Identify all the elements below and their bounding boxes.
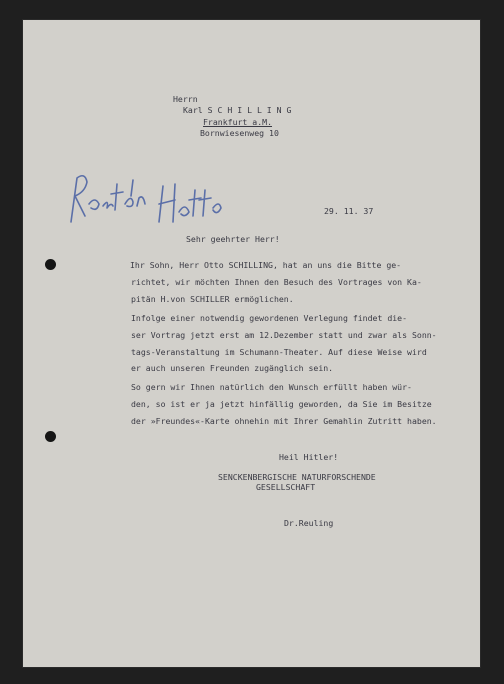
address-name: Karl S C H I L L I N G bbox=[183, 105, 292, 115]
body-line: tags-Veranstaltung im Schumann-Theater. Auf diese Weise wird bbox=[131, 347, 427, 357]
signatory: Dr.Reuling bbox=[284, 518, 334, 528]
body-line: Ihr Sohn, Herr Otto SCHILLING, hat an uns die Bitte ge- bbox=[130, 260, 402, 270]
body-line: richtet, wir möchten Ihnen den Besuch des Vortrages von Ka- bbox=[131, 277, 422, 287]
address-title: Herrn bbox=[173, 94, 198, 104]
body-line: der »Freundes«-Karte ohnehin mit Ihrer Gemahlin Zutritt haben. bbox=[131, 416, 437, 426]
closing: Heil Hitler! bbox=[279, 452, 339, 462]
body-line: er auch unseren Freunden zugänglich sein. bbox=[131, 363, 334, 373]
body-line: den, so ist er ja jetzt hinfällig geworden, da Sie im Besitze bbox=[131, 399, 432, 409]
body-line: ser Vortrag jetzt erst am 12.Dezember statt und zwar als Sonn- bbox=[131, 330, 437, 340]
body-line: pitän H.von SCHILLER ermöglichen. bbox=[131, 294, 294, 304]
body-line: Infolge einer notwendig gewordenen Verlegung findet die- bbox=[131, 313, 408, 323]
organization-name-2: GESELLSCHAFT bbox=[256, 482, 316, 492]
organization-name: SENCKENBERGISCHE NATURFORSCHENDE bbox=[218, 472, 376, 482]
handwritten-annotation bbox=[63, 160, 223, 240]
address-street: Bornwiesenweg 10 bbox=[200, 128, 279, 138]
body-line: So gern wir Ihnen natürlich den Wunsch erfüllt haben wür- bbox=[131, 382, 412, 392]
punch-hole bbox=[45, 431, 56, 442]
letter-date: 29. 11. 37 bbox=[324, 206, 374, 216]
letter-page bbox=[23, 20, 480, 667]
letter-greeting: Sehr geehrter Herr! bbox=[186, 234, 280, 244]
punch-hole bbox=[45, 259, 56, 270]
address-city: Frankfurt a.M. bbox=[203, 117, 273, 127]
